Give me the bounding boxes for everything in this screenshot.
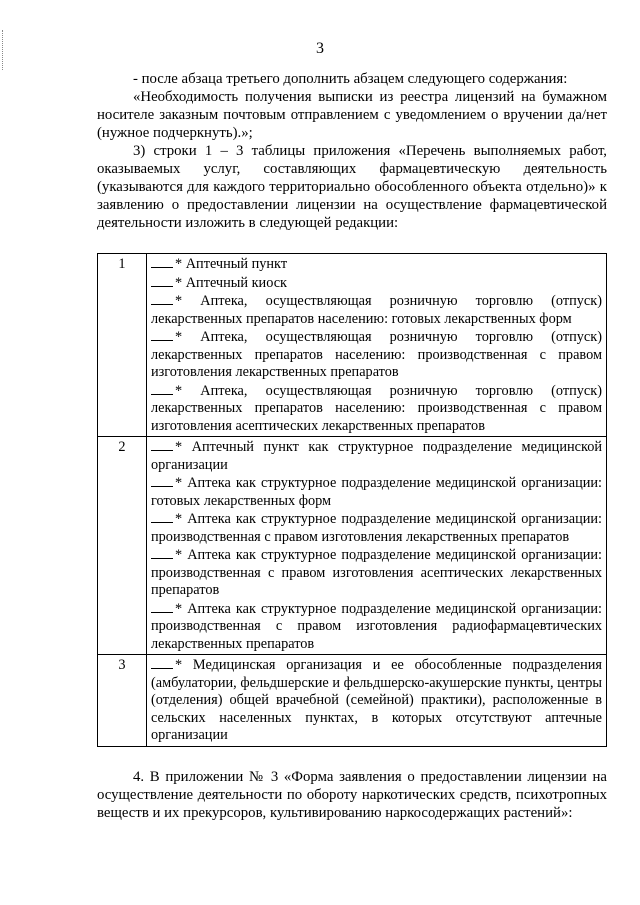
list-item: * Аптека, осуществляющая розничную торговлю (отпуск) лекарственных препаратов населению: производственная с правом изготовления асептических лекарственных препаратов [151,382,602,434]
checkbox-blank-line[interactable] [151,474,173,487]
list-item: * Аптека как структурное подразделение медицинской организации: производственная с правом изготовления лекарственных препаратов [151,511,602,545]
intro-section [97,70,607,232]
outro-section [97,768,607,822]
table-row [98,655,607,747]
row-number: 2 [98,437,147,655]
table-row [98,437,607,655]
intro-paragraph-3: 3) строки 1 – 3 таблицы приложения «Перечень выполняемых работ, оказываемых услуг, составляющих фармацевтическую деятельность (указываются для каждого территориально обособленного объекта отдельно)» к заявлению о предоставлении лицензии на осуществление фармацевтической деятельности изложить в следующей редакции: [97,143,607,231]
checkbox-blank-line[interactable] [151,546,173,559]
activities-table [97,253,607,747]
checkbox-blank-line[interactable] [151,656,173,669]
table-row [98,254,607,437]
row-entries [147,655,607,747]
list-item: * Аптечный пункт как структурное подразделение медицинской организации [151,439,602,473]
row-number: 3 [98,655,147,747]
checkbox-blank-line[interactable] [151,328,173,341]
checkbox-blank-line[interactable] [151,438,173,451]
list-item: * Медицинская организация и ее обособленные подразделения (амбулатории, фельдшерские и фельдшерско-акушерские пункты, центры (отделения) общей врачебной (семейной) практики), расположенные в сельских населенных пунктах, в которых отсутствуют аптечные организации [151,657,602,743]
row-entries [147,254,607,437]
outro-paragraph-1: 4. В приложении № 3 «Форма заявления о предоставлении лицензии на осуществление деятельности по обороту наркотических средств, психотропных веществ и их прекурсоров, культивированию наркосодержащих растений»: [97,769,607,821]
checkbox-blank-line[interactable] [151,274,173,287]
list-item: * Аптечный пункт [151,255,602,274]
list-item: * Аптека, осуществляющая розничную торговлю (отпуск) лекарственных препаратов населению: готовых лекарственных форм [151,293,602,327]
intro-paragraph-1: - после абзаца третьего дополнить абзацем следующего содержания: [133,71,568,87]
checkbox-blank-line[interactable] [151,600,173,613]
list-item: * Аптека как структурное подразделение медицинской организации: производственная с правом изготовления асептических лекарственных препаратов [151,547,602,598]
list-item: * Аптека, осуществляющая розничную торговлю (отпуск) лекарственных препаратов населению: производственная с правом изготовления лекарственных препаратов [151,329,602,380]
row-number: 1 [98,254,147,437]
page-number: 3 [316,40,324,57]
checkbox-blank-line[interactable] [151,292,173,305]
list-item: * Аптека как структурное подразделение медицинской организации: готовых лекарственных форм [151,475,602,509]
checkbox-blank-line[interactable] [151,255,173,268]
checkbox-blank-line[interactable] [151,382,173,395]
intro-paragraph-2: «Необходимость получения выписки из реестра лицензий на бумажном носителе заказным почтовым отправлением с уведомлением о вручении да/нет (нужное подчеркнуть).»; [97,89,607,141]
row-entries [147,437,607,655]
list-item: * Аптека как структурное подразделение медицинской организации: производственная с правом изготовления радиофармацевтических лекарственных препаратов [151,600,602,652]
list-item: * Аптечный киоск [151,274,602,293]
checkbox-blank-line[interactable] [151,510,173,523]
